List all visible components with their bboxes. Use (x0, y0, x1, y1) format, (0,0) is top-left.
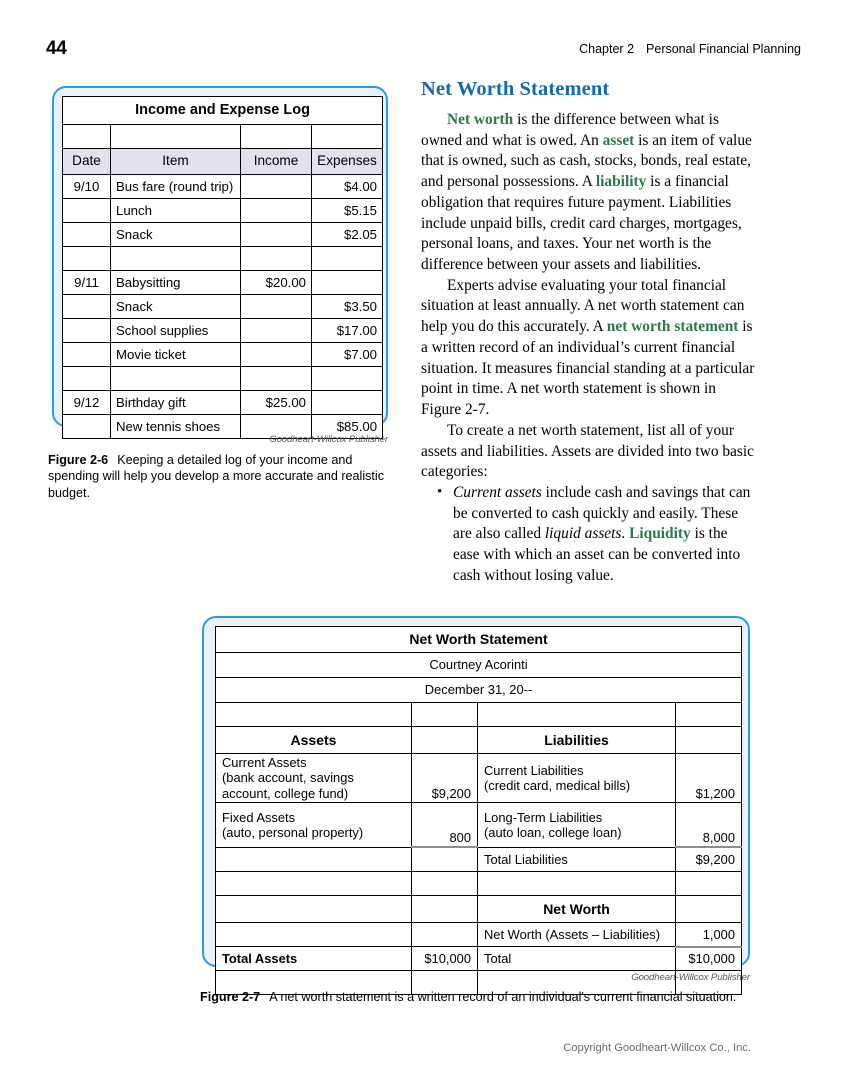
figure-2-6-caption-label: Figure 2-6 (48, 453, 109, 467)
paragraph-1-part-4: is an item of value that is owned, such as cash, stocks, bonds, real estate, and personal possessions. A (421, 131, 752, 191)
bullet-1-part-6: is the ease with which an asset can be converted into cash without losing value. (453, 525, 741, 584)
cell-blank (676, 727, 742, 754)
cell-item: School supplies (111, 319, 241, 343)
cell-item: Bus fare (round trip) (111, 175, 241, 199)
statement-owner: Courtney Acorinti (216, 653, 742, 678)
total-label: Total (478, 947, 676, 971)
assets-header: Assets (216, 727, 412, 754)
cell-blank (216, 703, 412, 727)
paragraph-1-part-2: is the difference between what is owned and what is owed. An (421, 111, 719, 149)
cell-blank (478, 703, 676, 727)
net-worth-statement-table (215, 626, 742, 995)
page-number: 44 (46, 38, 67, 59)
key-term-net-worth-statement: net worth statement (606, 318, 739, 336)
term-current-assets: Current assets (453, 483, 542, 501)
cell-item: Babysitting (111, 271, 241, 295)
cell-date: 9/12 (63, 391, 111, 415)
table-row (63, 343, 383, 367)
table-row-spacer (63, 125, 383, 149)
figure-2-7-caption (200, 989, 800, 1005)
table-row (63, 367, 383, 391)
running-head-chapter: Chapter 2 (579, 42, 635, 56)
current-liabilities-cell (478, 754, 676, 803)
cell-blank (216, 847, 412, 872)
figure-2-7-caption-label: Figure 2-7 (200, 990, 261, 1004)
cell-blank (478, 872, 676, 896)
cell-item: Snack (111, 295, 241, 319)
statement-title: Net Worth Statement (216, 627, 742, 653)
cell-expenses (312, 271, 383, 295)
table-row-spacer (216, 872, 742, 896)
cell-blank (676, 872, 742, 896)
paragraph-create-statement: To create a net worth statement, list all of your assets and liabilities. Assets are divided into two basic categories: (421, 421, 754, 481)
cell-item (111, 367, 241, 391)
table-row-net-worth (216, 923, 742, 947)
running-head (579, 42, 801, 56)
cell-item: Movie ticket (111, 343, 241, 367)
table-row (63, 223, 383, 247)
table-row-date (216, 678, 742, 703)
current-assets-cell (216, 754, 412, 803)
figure-2-6-credit: Goodheart-Willcox Publisher (269, 434, 388, 445)
current-assets-amount: $9,200 (412, 754, 478, 803)
cell-income (241, 367, 312, 391)
paragraph-net-worth-definition (421, 110, 755, 276)
paragraph-net-worth-statement (421, 276, 755, 421)
total-assets-amount: $10,000 (412, 947, 478, 971)
cell-blank (111, 125, 241, 149)
table-row-title (216, 627, 742, 653)
table-row-title (63, 97, 383, 125)
fixed-assets-cell (216, 803, 412, 848)
fixed-assets-label: Fixed Assets (222, 809, 296, 825)
figure-2-6-caption (48, 452, 396, 501)
bullet-1-part-2: include cash and savings that can be converted to cash quickly and easily. These are also called (453, 483, 751, 543)
key-term-asset: asset (602, 131, 635, 149)
figure-2-7-panel (202, 616, 750, 967)
table-row (63, 175, 383, 199)
bullet-1-part-4: . (621, 525, 630, 543)
list-item-current-assets (439, 483, 755, 587)
cell-income: $25.00 (241, 391, 312, 415)
cell-expenses: $17.00 (312, 319, 383, 343)
table-row-current (216, 754, 742, 803)
total-liabilities-amount: $9,200 (676, 847, 742, 872)
statement-date: December 31, 20-- (216, 678, 742, 703)
cell-blank (676, 703, 742, 727)
table-row-spacer (216, 703, 742, 727)
total-liabilities-label: Total Liabilities (478, 847, 676, 872)
long-term-liabilities-detail: (auto loan, college loan) (484, 824, 622, 840)
paragraph-2-part-1: Experts advise evaluating your total financial situation at least annually. A net worth statement can help you do this accurately. A (421, 276, 745, 336)
cell-expenses: $3.50 (312, 295, 383, 319)
cell-income (241, 199, 312, 223)
total-amount: $10,000 (676, 947, 742, 971)
cell-expenses: $85.00 (312, 415, 383, 439)
column-header-item: Item (111, 149, 241, 175)
cell-income (241, 247, 312, 271)
cell-blank (63, 125, 111, 149)
table-row-total-liabilities (216, 847, 742, 872)
cell-income (241, 295, 312, 319)
column-header-expenses: Expenses (312, 149, 383, 175)
figure-2-7-caption-text: A net worth statement is a written record of an individual's current financial situation. (269, 990, 737, 1004)
table-row-section-headers (216, 727, 742, 754)
table-row-fixed-longterm (216, 803, 742, 848)
cell-blank (676, 896, 742, 923)
column-header-income: Income (241, 149, 312, 175)
table-row-owner (216, 653, 742, 678)
table-row (63, 319, 383, 343)
section-heading: Net Worth Statement (421, 78, 610, 100)
cell-item: New tennis shoes (111, 415, 241, 439)
cell-item (111, 247, 241, 271)
cell-income (241, 223, 312, 247)
figure-2-7-credit: Goodheart-Willcox Publisher (631, 972, 750, 983)
total-assets-label: Total Assets (216, 947, 412, 971)
cell-blank (412, 923, 478, 947)
cell-blank (216, 896, 412, 923)
cell-date (63, 367, 111, 391)
current-assets-detail: (bank account, savings account, college fund) (222, 770, 354, 801)
cell-item: Snack (111, 223, 241, 247)
cell-income: $20.00 (241, 271, 312, 295)
cell-expenses (312, 247, 383, 271)
figure-2-6-panel (52, 86, 388, 434)
cell-income (241, 175, 312, 199)
cell-date (63, 343, 111, 367)
current-assets-label: Current Assets (222, 755, 307, 771)
cell-expenses: $5.15 (312, 199, 383, 223)
paragraph-1-part-6: is a financial obligation that requires future payment. Liabilities include unpaid bills, credit card charges, mortgages, personal loans, and taxes. Your net worth is the difference between your assets and liabilities. (421, 173, 742, 274)
cell-income (241, 343, 312, 367)
asset-categories-list (421, 483, 755, 587)
running-head-title: Personal Financial Planning (646, 42, 801, 56)
net-worth-header: Net Worth (478, 896, 676, 923)
term-liquid-assets: liquid assets (544, 525, 622, 543)
table-title: Income and Expense Log (63, 97, 383, 125)
cell-expenses: $2.05 (312, 223, 383, 247)
paragraph-2-part-3: is a written record of an individual’s current financial situation. It measures financial standing at a particular point in time. A net worth statement is shown in Figure 2-7. (421, 318, 755, 419)
cell-blank (412, 896, 478, 923)
cell-blank (412, 703, 478, 727)
cell-blank (412, 727, 478, 754)
cell-expenses: $7.00 (312, 343, 383, 367)
cell-expenses (312, 367, 383, 391)
income-and-expense-log-table (62, 96, 383, 439)
cell-expenses (312, 391, 383, 415)
table-row-net-worth-header (216, 896, 742, 923)
copyright-notice: Copyright Goodheart-Willcox Co., Inc. (563, 1042, 751, 1054)
table-row (63, 295, 383, 319)
table-row (63, 199, 383, 223)
key-term-liquidity: Liquidity (629, 525, 691, 543)
figure-2-6-caption-text: Keeping a detailed log of your income and spending will help you develop a more accurate and realistic budget. (48, 453, 385, 500)
long-term-liabilities-cell (478, 803, 676, 848)
table-row-totals (216, 947, 742, 971)
net-worth-amount: 1,000 (676, 923, 742, 947)
cell-blank (216, 923, 412, 947)
article-body-column (421, 78, 755, 587)
cell-income (241, 319, 312, 343)
cell-item: Lunch (111, 199, 241, 223)
fixed-assets-amount: 800 (412, 803, 478, 848)
cell-blank (216, 872, 412, 896)
cell-date (63, 223, 111, 247)
cell-date (63, 247, 111, 271)
cell-blank (312, 125, 383, 149)
table-header-row (63, 149, 383, 175)
key-term-net-worth: Net worth (447, 111, 514, 128)
table-row (63, 247, 383, 271)
cell-date: 9/10 (63, 175, 111, 199)
cell-expenses: $4.00 (312, 175, 383, 199)
net-worth-label: Net Worth (Assets – Liabilities) (478, 923, 676, 947)
current-liabilities-detail: (credit card, medical bills) (484, 778, 631, 793)
cell-date: 9/11 (63, 271, 111, 295)
long-term-liabilities-label: Long-Term Liabilities (484, 809, 603, 825)
long-term-liabilities-amount: 8,000 (676, 803, 742, 848)
cell-blank (412, 872, 478, 896)
current-liabilities-label: Current Liabilities (484, 762, 584, 778)
cell-date (63, 295, 111, 319)
cell-date (63, 319, 111, 343)
current-liabilities-amount: $1,200 (676, 754, 742, 803)
cell-blank (241, 125, 312, 149)
cell-blank (412, 847, 478, 872)
table-row (63, 271, 383, 295)
table-row (63, 391, 383, 415)
column-header-date: Date (63, 149, 111, 175)
key-term-liability: liability (595, 173, 647, 191)
liabilities-header: Liabilities (478, 727, 676, 754)
cell-item: Birthday gift (111, 391, 241, 415)
fixed-assets-detail: (auto, personal property) (222, 824, 364, 840)
cell-date (63, 199, 111, 223)
